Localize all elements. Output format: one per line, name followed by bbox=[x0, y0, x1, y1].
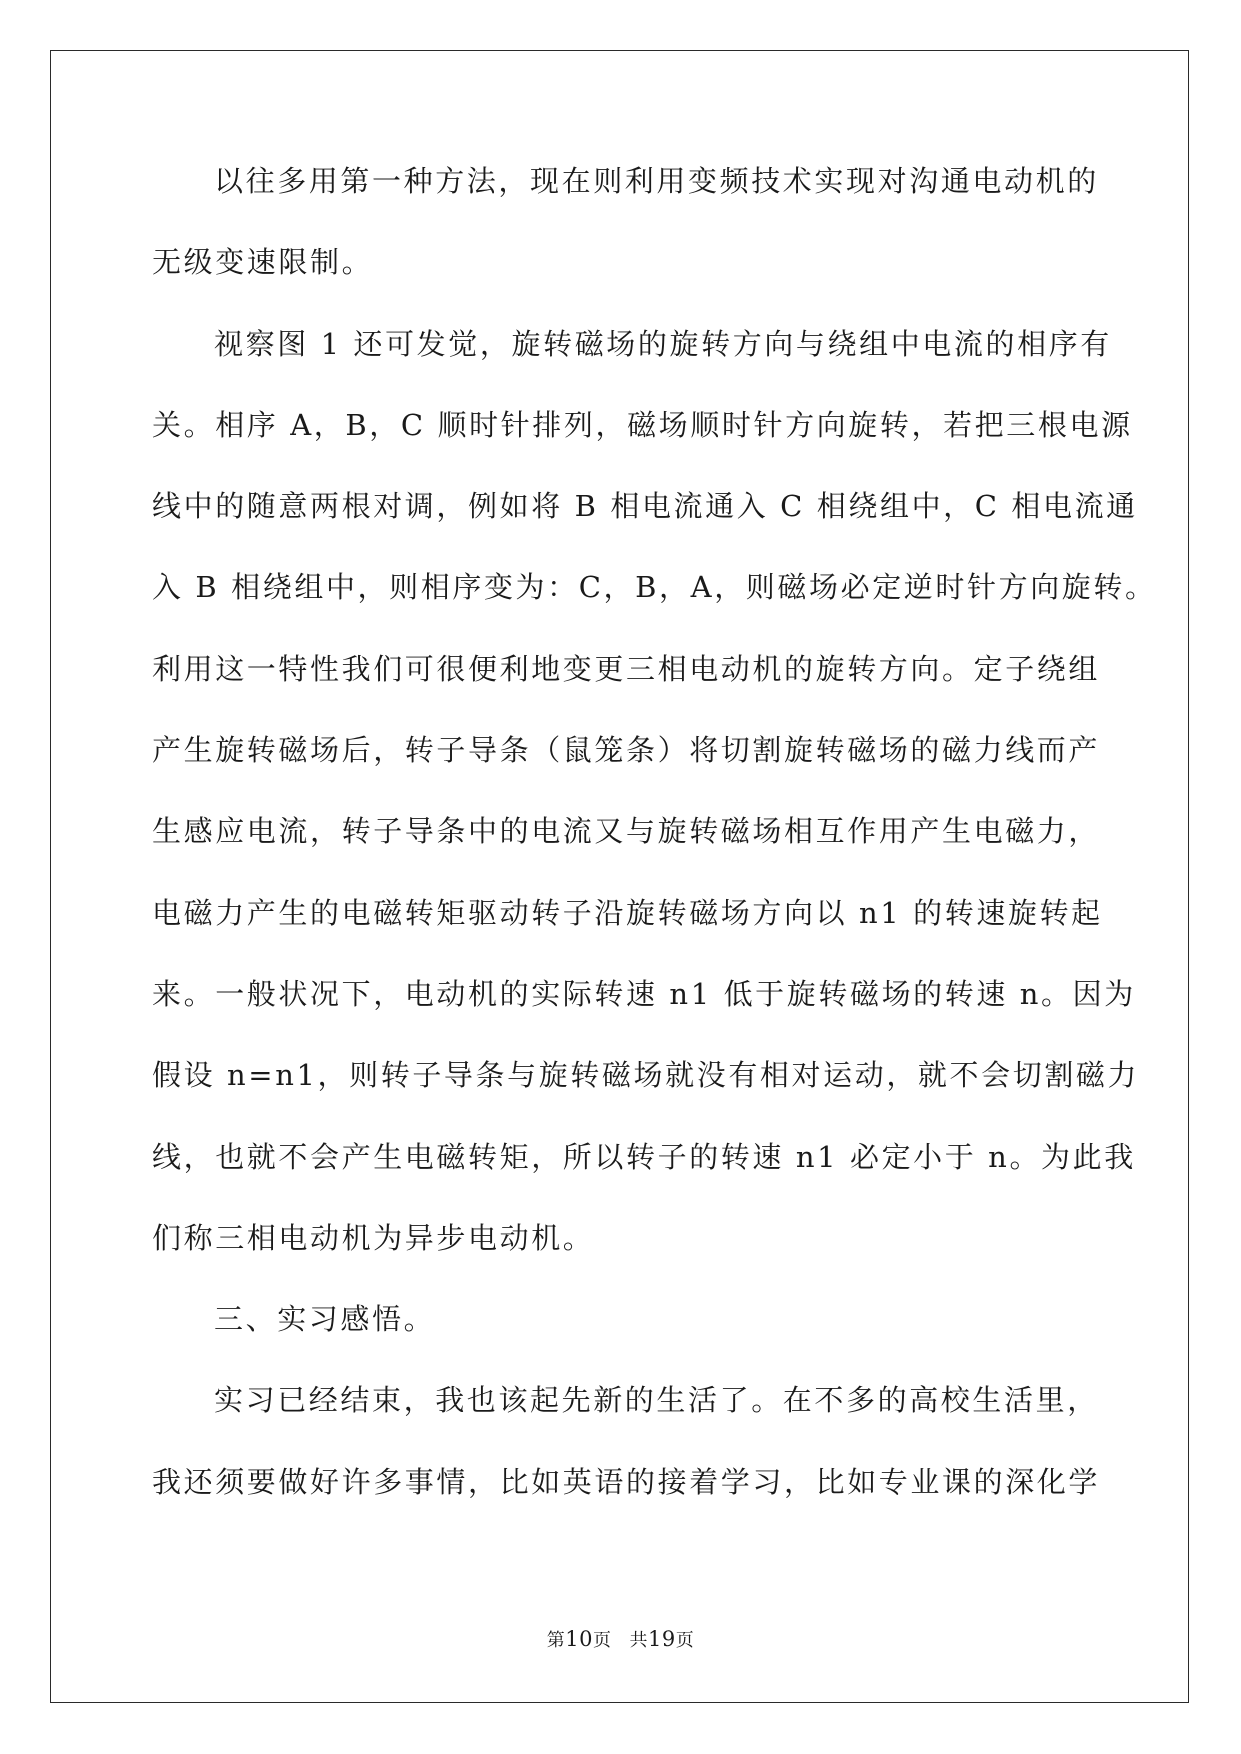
paragraph-line: 关。相序 A，B，C 顺时针排列，磁场顺时针方向旋转，若把三根电源 bbox=[152, 407, 1133, 442]
paragraph-line: 以往多用第一种方法，现在则利用变频技术实现对沟通电动机的 bbox=[214, 164, 1099, 198]
page-number-suffix: 页 bbox=[593, 1630, 612, 1651]
total-page-count: 19 bbox=[648, 1627, 676, 1651]
paragraph-line: 实习已经结束，我也该起先新的生活了。在不多的高校生活里， bbox=[214, 1383, 1099, 1418]
paragraph-line: 无级变速限制。 bbox=[152, 245, 374, 280]
total-pages-prefix: 共 bbox=[629, 1630, 648, 1651]
paragraph-line: 利用这一特性我们可很便利地变更三相电动机的旋转方向。定子绕组 bbox=[152, 651, 1101, 686]
paragraph-line: 电磁力产生的电磁转矩驱动转子沿旋转磁场方向以 n1 的转速旋转起 bbox=[152, 895, 1103, 930]
paragraph-line: 线中的随意两根对调，例如将 B 相电流通入 C 相绕组中，C 相电流通 bbox=[152, 489, 1138, 524]
paragraph-line: 入 B 相绕组中，则相序变为：C，B，A，则磁场必定逆时针方向旋转。 bbox=[152, 570, 1157, 605]
paragraph-line: 来。一般状况下，电动机的实际转速 n1 低于旋转磁场的转速 n。因为 bbox=[152, 976, 1136, 1011]
paragraph-line: 线，也就不会产生电磁转矩，所以转子的转速 n1 必定小于 n。为此我 bbox=[152, 1139, 1136, 1174]
page-number-prefix: 第 bbox=[546, 1630, 566, 1651]
current-page-number: 10 bbox=[565, 1627, 593, 1651]
section-heading: 三、实习感悟。 bbox=[214, 1302, 436, 1337]
document-body bbox=[152, 163, 1157, 1545]
paragraph-line: 假设 n=n1，则转子导条与旋转磁场就没有相对运动，就不会切割磁力 bbox=[152, 1058, 1140, 1093]
paragraph-line: 我还须要做好许多事情，比如英语的接着学习，比如专业课的深化学 bbox=[152, 1464, 1101, 1499]
paragraph-line: 生感应电流，转子导条中的电流又与旋转磁场相互作用产生电磁力， bbox=[152, 814, 1101, 849]
total-pages-suffix: 页 bbox=[675, 1630, 695, 1651]
page-footer bbox=[0, 1626, 1241, 1652]
paragraph-line: 视察图 1 还可发觉，旋转磁场的旋转方向与绕组中电流的相序有 bbox=[214, 326, 1112, 361]
paragraph-line: 产生旋转磁场后，转子导条（鼠笼条）将切割旋转磁场的磁力线而产 bbox=[152, 733, 1101, 768]
paragraph-line: 们称三相电动机为异步电动机。 bbox=[152, 1220, 595, 1255]
